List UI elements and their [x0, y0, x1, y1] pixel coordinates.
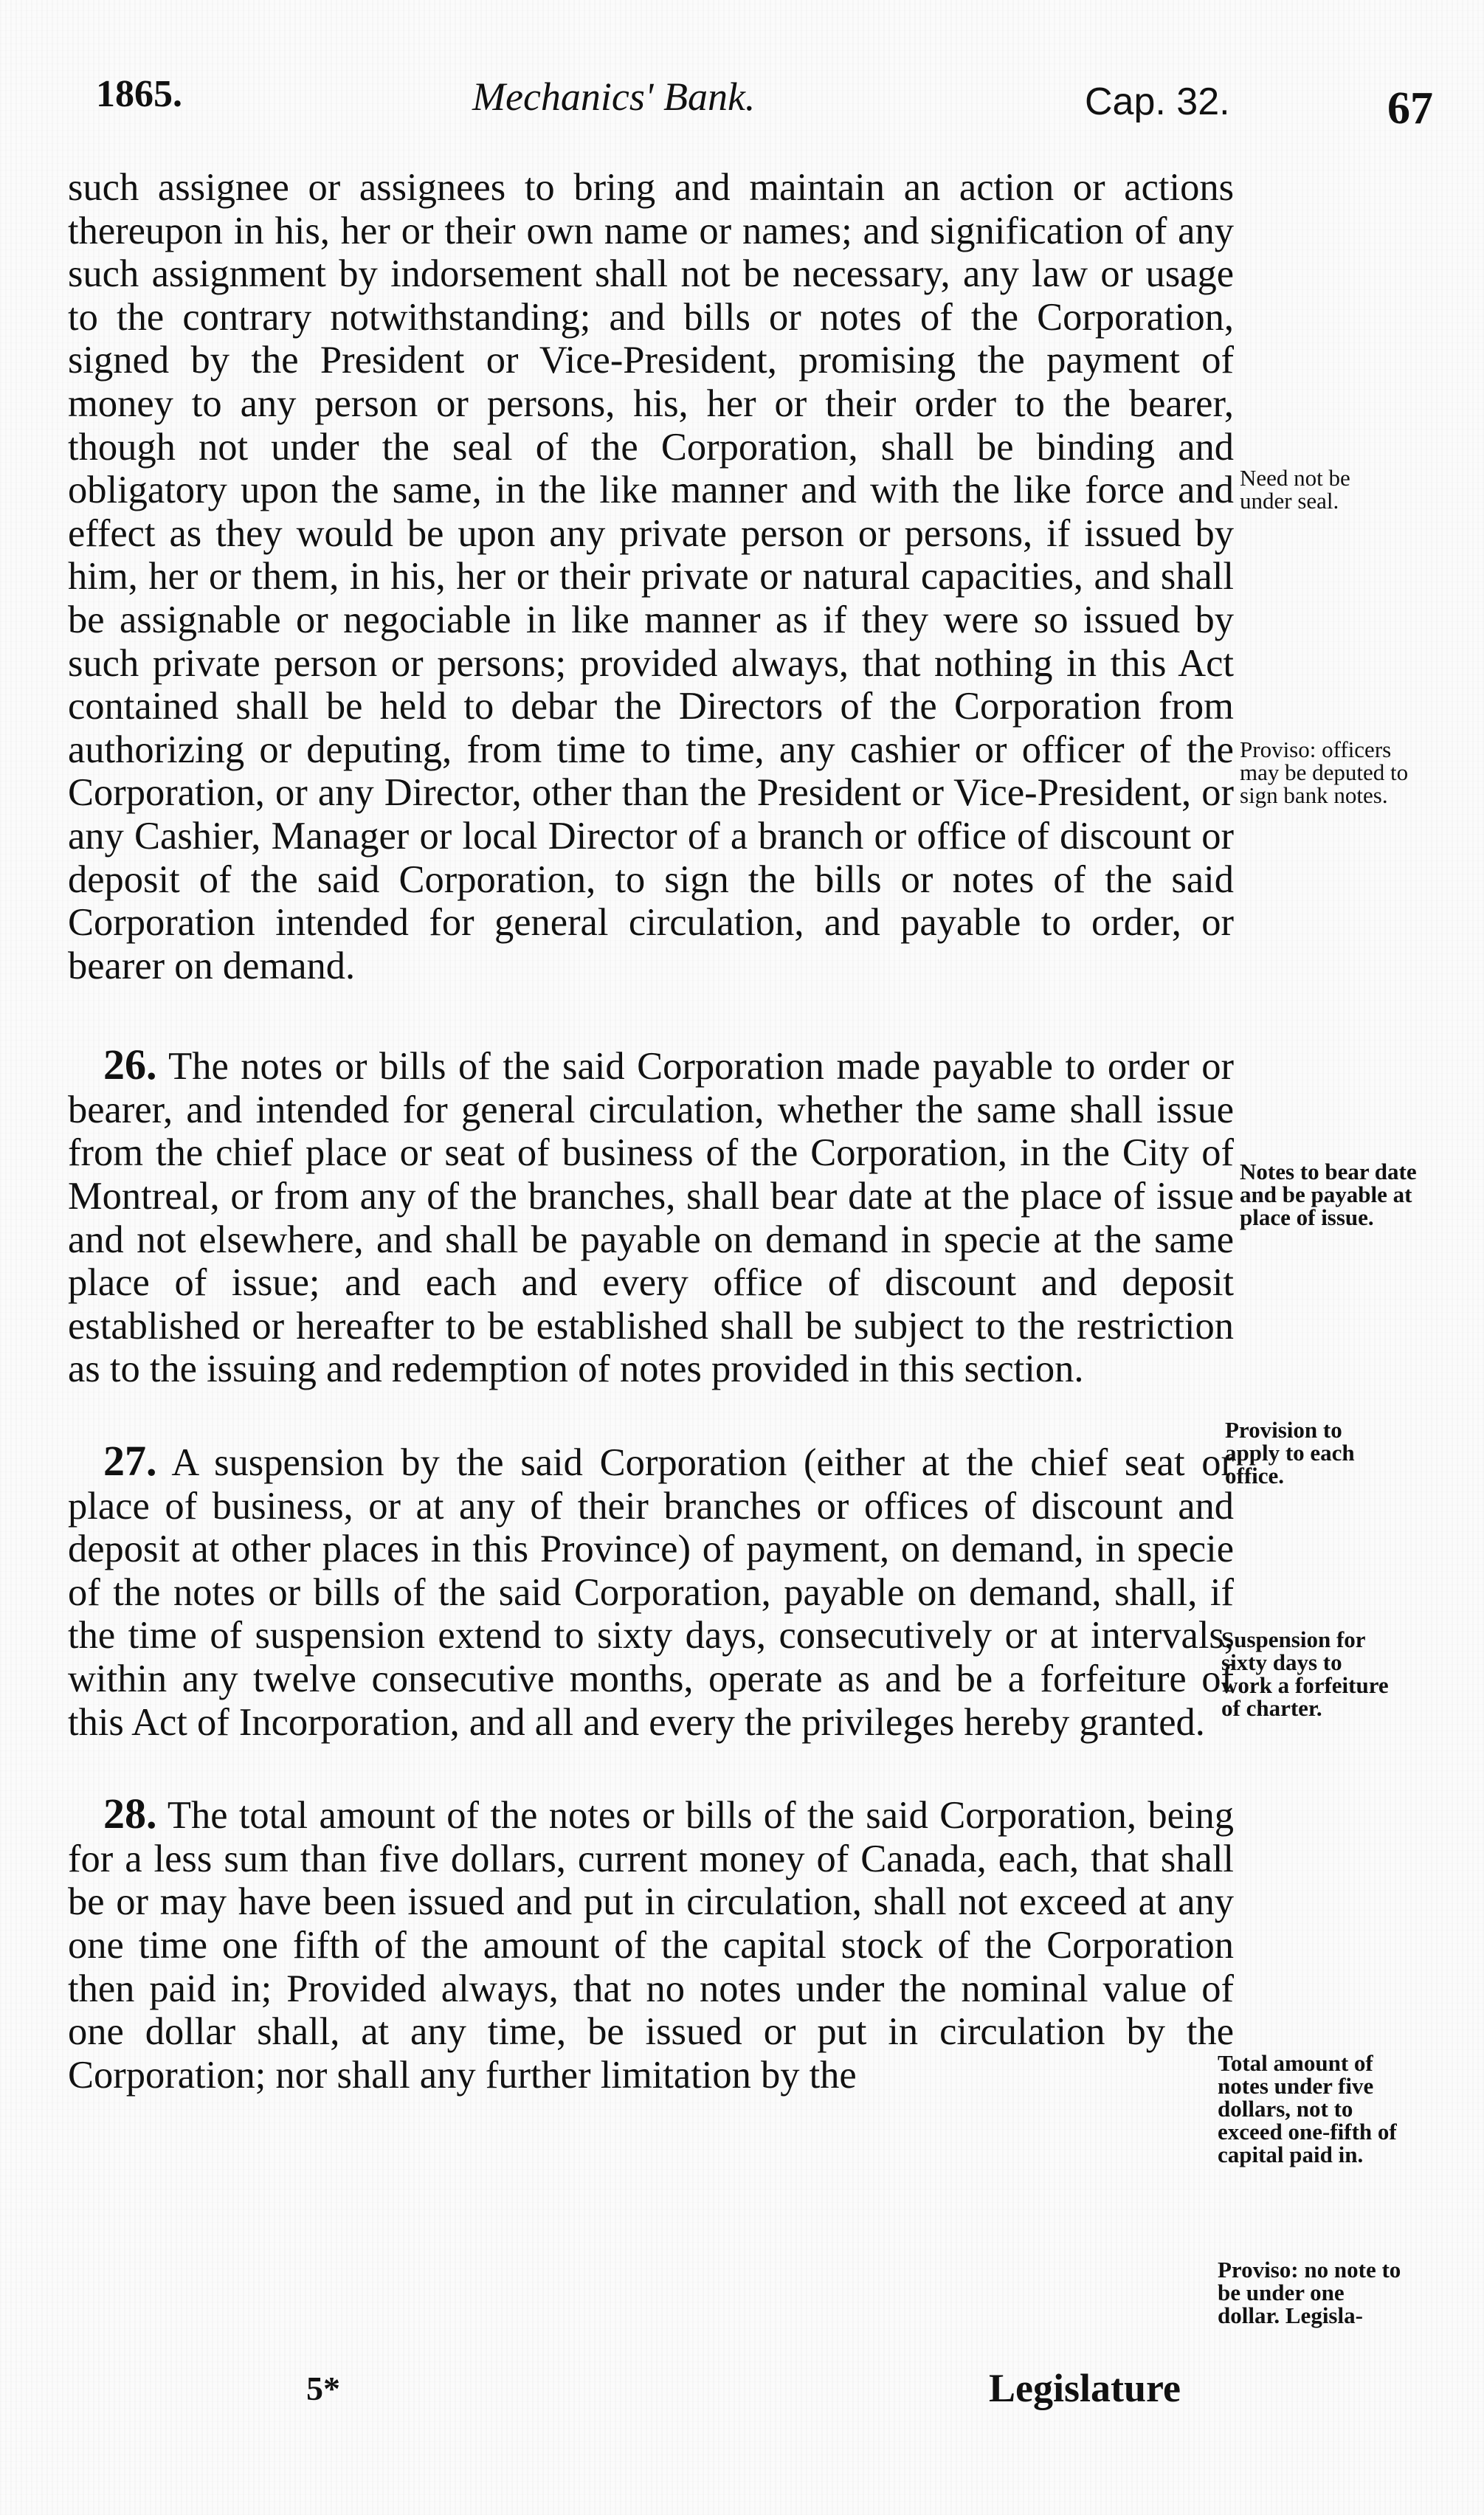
page-number: 67 [1387, 83, 1433, 134]
section-number-26: 26. [103, 1041, 157, 1089]
section-27 [68, 1437, 1234, 1744]
margin-note-proviso-dollar: Proviso: no note to be under one dollar. Legisla- [1218, 2257, 1401, 2328]
section-number-28: 28. [103, 1790, 157, 1838]
section-28-text: The total amount of the notes or bills of the said Corporation, being for a less sum than five dollars, current money of Canada, each, that shall be or may have been issued and put in circulation, shall not exceed at any one time one fifth of the amount of the capital stock of the Corporation then paid in; Provided always, that no notes under the nominal value of one dollar shall, at any time, be issued or put in circulation by the Corporation; nor shall any further limitation by the [68, 1794, 1234, 2097]
section-26-text: The notes or bills of the said Corporation made payable to order or bearer, and intended for general circulation, whether the same shall issue from the chief place or seat of business of the Corporation, in the City of Montreal, or from any of the branches, shall bear date at the place of issue and not elsewhere, and shall be payable on demand in specie at the same place of issue; and each and every office of discount and deposit established or hereafter to be established shall be subject to the restriction as to the issuing and redemption of notes provided in this section. [68, 1045, 1234, 1391]
running-header [89, 72, 1433, 146]
header-year: 1865. [96, 73, 182, 115]
paragraph-gap [68, 1744, 1234, 1793]
margin-note-total-amount: Total amount of notes under five dollars, not to exceed one-fifth of capital paid in. [1218, 2050, 1397, 2167]
margin-note-notes-date: Notes to bear date and be payable at place of issue. [1240, 1159, 1417, 1230]
paragraph-gap [68, 1391, 1234, 1440]
paragraph-gap [68, 987, 1234, 1043]
header-title: Mechanics' Bank. [472, 75, 756, 119]
paragraph-continued: such assignee or assignees to bring and maintain an action or actions thereupon in his, her or their own name or names; and signification of any such assignment by indorsement shall not be necessary, any law or usage to the contrary notwithstanding; and bills or notes of the Corporation, signed by the President or Vice-President, promising the payment of money to any person or persons, his, her or their order to the bearer, though not under the seal of the Corporation, shall be binding and obligatory upon the same, in the like manner and with the like force and effect as they would be upon any private person or persons, if issued by him, her or them, in his, her or their private or natural capacities, and shall be assignable or negociable in like manner as if they were so issued by such private person or persons; provided always, that nothing in this Act contained shall be held to debar the Directors of the Corporation from authorizing or deputing, from time to time, any cashier or officer of the Corporation, or any Director, other than the President or Vice-President, or any Cashier, Manager or local Director of a branch or office of discount or deposit of the said Corporation, to sign the bills or notes of the said Corporation intended for general circulation, and payable to order, or bearer on demand. [68, 166, 1234, 987]
section-number-27: 27. [103, 1437, 157, 1486]
margin-note-proviso-officers: Proviso: officers may be deputed to sign bank notes. [1240, 736, 1409, 808]
catchword: Legislature [989, 2366, 1181, 2410]
margin-note-suspension: Suspension for sixty days to work a forfeiture of charter. [1221, 1626, 1389, 1721]
signature-mark: 5* [306, 2370, 340, 2407]
header-chapter: Cap. 32. [1085, 80, 1230, 123]
section-27-text: A suspension by the said Corporation (either at the chief seat or place of business, or at any of their branches or offices of discount and deposit at other places in this Province) of payment, on demand, in specie of the notes or bills of the said Corporation, payable on demand, shall, if the time of suspension extend to sixty days, consecutively or at intervals, within any twelve consecutive months, operate as and be a forfeiture of this Act of Incorporation, and all and every the privileges hereby granted. [68, 1441, 1234, 1744]
body-column [68, 166, 1234, 2097]
margin-note-provision-office: Provision to apply to each office. [1225, 1417, 1355, 1488]
margin-note-seal: Need not be under seal. [1240, 465, 1350, 514]
section-26 [68, 1043, 1234, 1391]
section-28 [68, 1790, 1234, 2097]
